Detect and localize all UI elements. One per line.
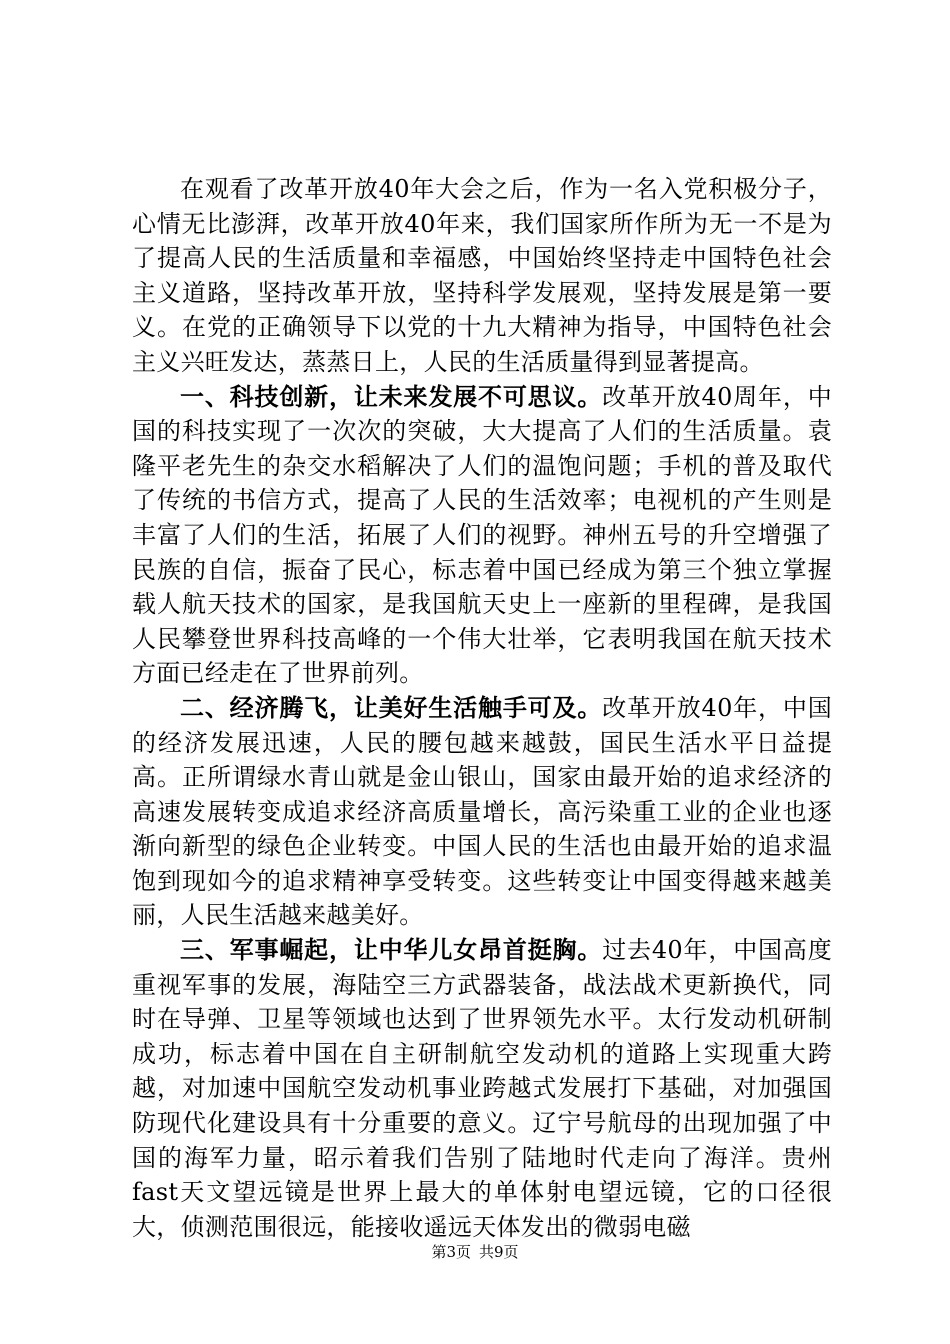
section-heading-technology: 一、科技创新，让未来发展不可思议。 (180, 381, 603, 411)
paragraph-text: 过去40年，中国高度重视军事的发展，海陆空三方武器装备，战法战术更新换代，同时在导弹、卫星等领域也达到了世界领先水平。太行发动机研制成功，标志着中国在自主研制航空发动机的道路上实现重大跨越，对加速中国航空发动机事业跨越式发展打下基础，对加强国防现代化建设具有十分重要的意义。辽宁号航母的出现加强了中国的海军力量，昭示着我们告别了陆地时代走向了海洋。贵州fast天文望远镜是世界上最大的单体射电望远镜，它的口径很大，侦测范围很远，能接收遥远天体发出的微弱电磁 (132, 936, 832, 1241)
paragraph-military (132, 933, 832, 1244)
paragraph-technology (132, 380, 832, 691)
section-heading-military: 三、军事崛起，让中华儿女昂首挺胸。 (180, 935, 603, 965)
paragraph-economy (132, 691, 832, 933)
document-body (132, 172, 832, 1244)
paragraph-text: 在观看了改革开放40年大会之后，作为一名入党积极分子，心情无比澎湃，改革开放40年来，我们国家所作所为无一不是为了提高人民的生活质量和幸福感，中国始终坚持走中国特色社会主义道路，坚持改革开放，坚持科学发展观，坚持发展是第一要义。在党的正确领导下以党的十九大精神为指导，中国特色社会主义兴旺发达，蒸蒸日上，人民的生活质量得到显著提高。 (132, 175, 832, 376)
paragraph-intro (132, 172, 832, 380)
paragraph-text: 改革开放40年，中国的经济发展迅速，人民的腰包越来越鼓，国民生活水平日益提高。正所谓绿水青山就是金山银山，国家由最开始的追求经济的高速发展转变成追求经济高质量增长，高污染重工业的企业也逐渐向新型的绿色企业转变。中国人民的生活也由最开始的追求温饱到现如今的追求精神享受转变。这些转变让中国变得越来越美丽，人民生活越来越美好。 (132, 693, 832, 930)
page-number: 第3页 (431, 1243, 471, 1261)
paragraph-text: 改革开放40周年，中国的科技实现了一次次的突破，大大提高了人们的生活质量。袁隆平老先生的杂交水稻解决了人们的温饱问题；手机的普及取代了传统的书信方式，提高了人民的生活效率；电视机的产生则是丰富了人们的生活，拓展了人们的视野。神州五号的升空增强了民族的自信，振奋了民心，标志着中国已经成为第三个独立掌握载人航天技术的国家，是我国航天史上一座新的里程碑，是我国人民攀登世界科技高峰的一个伟大壮举，它表明我国在航天技术方面已经走在了世界前列。 (132, 382, 832, 688)
section-heading-economy: 二、经济腾飞，让美好生活触手可及。 (180, 692, 603, 722)
page-total: 共9页 (479, 1243, 519, 1261)
page-footer (0, 1242, 950, 1262)
